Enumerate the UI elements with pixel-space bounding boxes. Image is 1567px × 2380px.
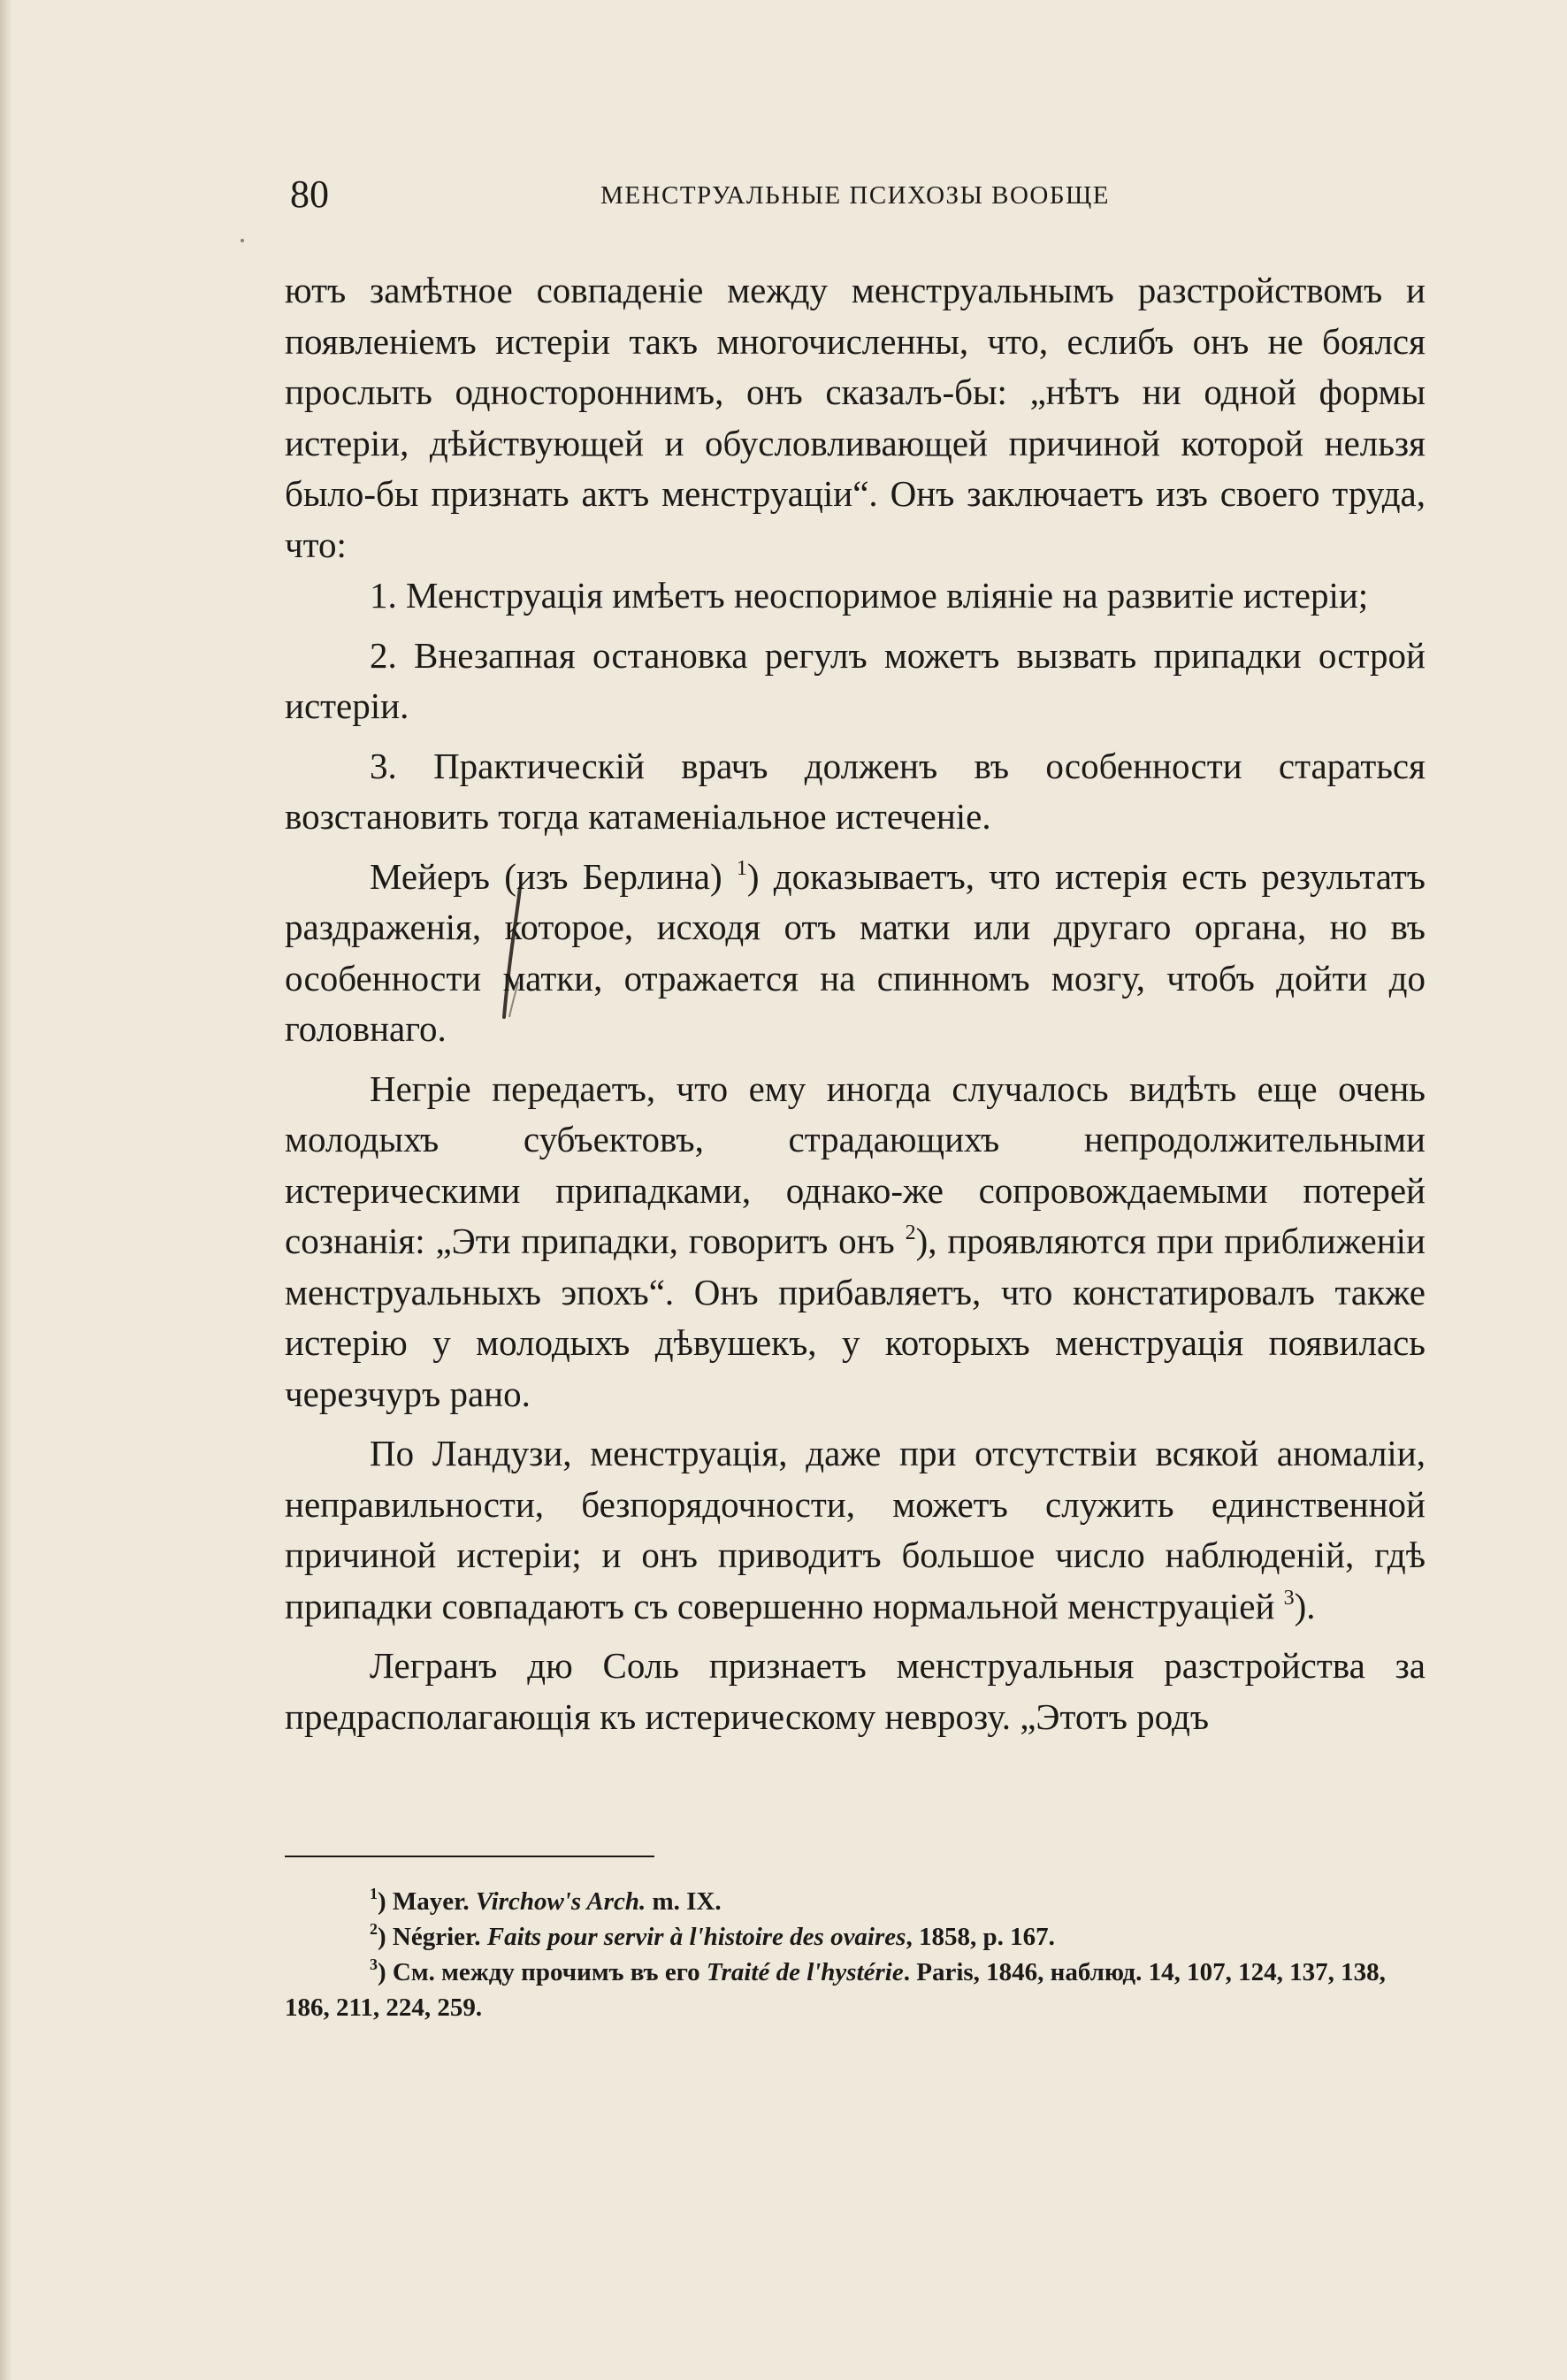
footnotes: [285, 1884, 1426, 2025]
footnote-ref: 2: [905, 1221, 916, 1244]
page-number: 80: [290, 172, 329, 216]
footnote-number: 1: [370, 1885, 378, 1902]
footnote-title: Traité de l'hystérie: [706, 1958, 904, 1986]
paragraph-text: ).: [1294, 1585, 1316, 1626]
paragraph-negrier: [285, 1064, 1426, 1420]
paragraph-text: Мейеръ (изъ Берлина): [370, 855, 737, 897]
footnote-ref: 1: [736, 856, 747, 880]
footnote-3: [285, 1955, 1426, 2025]
footnote-1: [285, 1884, 1426, 1919]
footnote-title: Faits pour servir à l'histoire des ovaires: [486, 1923, 906, 1951]
paragraph-text: Негріе передаетъ, что ему иногда случалось видѣть еще очень молодыхъ субъектовъ, страдающихъ непродолжительными истерическими припадками, однако-же сопровождаемыми потерей сознанія: „Эти припадки, говоритъ онъ: [285, 1068, 1426, 1261]
paragraph-continuation: ютъ замѣтное совпаденіе между менструальнымъ разстройствомъ и появленіемъ истеріи такъ многочисленны, что, еслибъ онъ не боялся прослыть одностороннимъ, онъ сказалъ-бы: „нѣтъ ни одной формы истеріи, дѣйствующей и обусловливающей причиной которой нельзя было-бы признать актъ менструаціи“. Онъ заключаетъ изъ своего труда, что:: [285, 270, 1426, 565]
footnote-text: ) Négrier.: [378, 1923, 487, 1951]
running-title: МЕНСТРУАЛЬНЫЕ ПСИХОЗЫ ВООБЩЕ: [600, 181, 1110, 210]
running-head: [285, 168, 1426, 221]
scan-edge-shadow: [0, 0, 12, 2380]
paragraph-text: ) доказываетъ, что истерія есть результатъ раздраженія, которое, исходя отъ матки или другаго органа, но въ особенности матки, отражается на спинномъ мозгу, чтобъ дойти до головнаго.: [285, 855, 1426, 1049]
numbered-item-2: 2. Внезапная остановка регулъ можетъ вызвать припадки острой истеріи.: [285, 634, 1426, 726]
footnote-text: , 1858, p. 167.: [906, 1923, 1055, 1951]
paragraph-legrand: Легранъ дю Соль признаетъ менструальныя разстройства за предрасполагающія къ истерическому неврозу. „Этотъ родъ: [285, 1645, 1426, 1737]
footnote-2: [285, 1919, 1426, 1955]
numbered-item-3: 3. Практическій врачъ долженъ въ особенности стараться возстановить тогда катаменіальное истеченіе.: [285, 745, 1426, 837]
paragraph-text: По Ландузи, менструація, даже при отсутствіи всякой аномаліи, неправильности, безпорядочности, можетъ служить единственной причиной истеріи; и онъ приводитъ большое число наблюденій, гдѣ припадки совпадаютъ съ совершенно нормальной менструаціей: [285, 1433, 1426, 1626]
footnote-number: 2: [370, 1920, 378, 1938]
paper-speck: [241, 239, 244, 242]
footnote-title: Virchow's Arch.: [475, 1887, 646, 1916]
footnote-text: m. IX.: [646, 1887, 722, 1916]
footnote-number: 3: [370, 1955, 378, 1973]
paragraph-text: ), проявляются при приближеніи менструальныхъ эпохъ“. Онъ прибавляетъ, что констатировалъ также истерію у молодыхъ дѣвушекъ, у которыхъ менструація появилась черезчуръ рано.: [285, 1221, 1426, 1414]
footnote-text: . Paris, 1846, наблюд. 14, 107, 124, 137, 138, 186, 211, 224, 259.: [285, 1958, 1386, 2022]
body-text: [285, 265, 1426, 1742]
footnote-text: ) Mayer.: [378, 1887, 476, 1916]
paragraph-landouzy: [285, 1428, 1426, 1632]
footnote-text: ) См. между прочимъ въ его: [378, 1958, 707, 1986]
paragraph-meyer: [285, 852, 1426, 1055]
book-page: [285, 0, 1426, 2380]
footnote-ref: 3: [1283, 1586, 1295, 1610]
footnote-divider: [285, 1856, 654, 1857]
numbered-item-1: 1. Менструація имѣетъ неоспоримое вліяніе на развитіе истеріи;: [370, 575, 1369, 616]
